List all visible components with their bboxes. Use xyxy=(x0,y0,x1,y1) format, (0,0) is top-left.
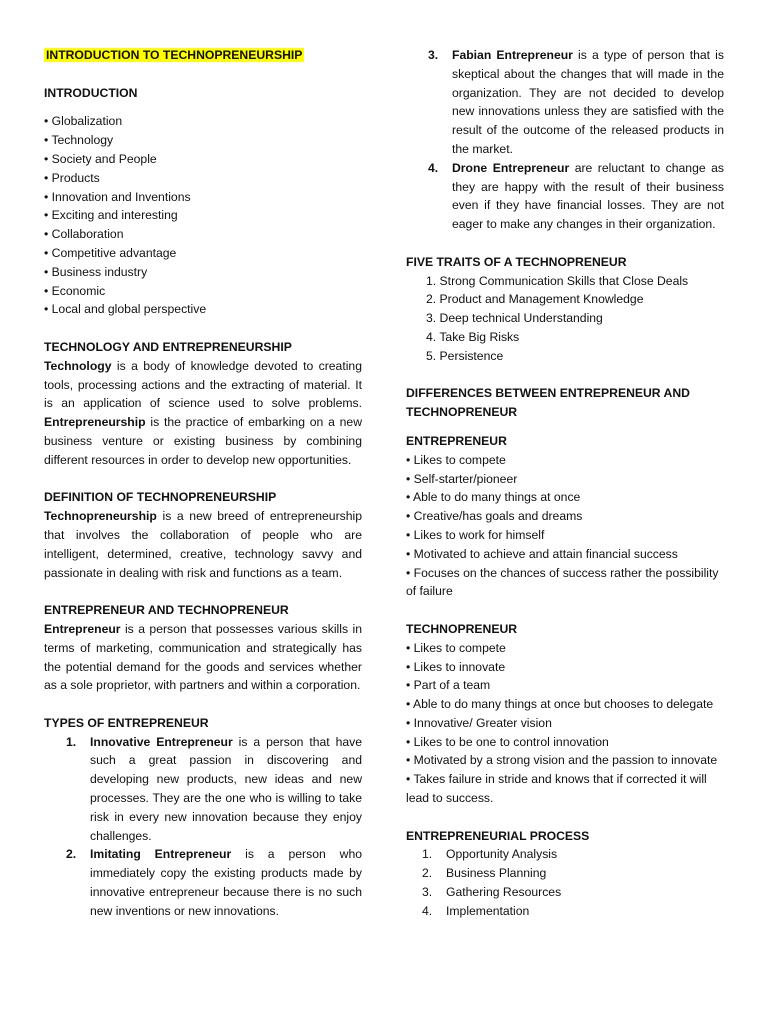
list-number: 1. xyxy=(66,734,77,749)
definition-heading: DEFINITION OF TECHNOPRENEURSHIP xyxy=(44,490,277,505)
list-item: 1. Strong Communication Skills that Close Deals xyxy=(426,273,689,288)
list-item: 4. Take Big Risks xyxy=(426,329,520,344)
differences-heading: DIFFERENCES BETWEEN ENTREPRENEUR AND TECHNOPRENEUR xyxy=(406,386,690,420)
highlighted-title: INTRODUCTION TO TECHNOPRENEURSHIP xyxy=(46,48,303,62)
definition-text: is a person that have such a great passion in discovering and developing new products, new ideas and new processes. They are the one who is willing to take risk in every new innovation because they enjoy challenges. xyxy=(90,734,363,843)
list-text: Business Planning xyxy=(446,866,547,881)
list-item: • Motivated to achieve and attain financial success xyxy=(406,545,724,564)
list-text: Gathering Resources xyxy=(446,885,562,900)
list-item: • Globalization xyxy=(44,112,362,131)
list-item: • Likes to innovate xyxy=(406,658,724,677)
definition-text: is a person who immediately copy the existing products made by innovative entrepreneur because there is no such new inventions or new innovations. xyxy=(90,847,363,918)
list-number: 1. xyxy=(422,847,433,862)
list-item xyxy=(44,845,362,920)
list-item: • Creative/has goals and dreams xyxy=(406,507,724,526)
entrepreneur-heading: ENTREPRENEUR xyxy=(406,433,507,448)
list-item: • Local and global perspective xyxy=(44,300,362,319)
definition-text: is a type of person that is skeptical about the changes that will made in the organization. They are not decided to develop new innovations unless they are satisfied with the result of the outcome of the released products in the market. xyxy=(452,48,724,156)
introduction-heading: INTRODUCTION xyxy=(44,85,138,100)
list-number: 4. xyxy=(422,903,433,918)
list-item: • Innovation and Inventions xyxy=(44,188,362,207)
types-heading: TYPES OF ENTREPRENEUR xyxy=(44,715,209,730)
term: Fabian Entrepreneur xyxy=(452,48,573,62)
list-item: • Business industry xyxy=(44,263,362,282)
technology-definition xyxy=(44,357,362,470)
document-title xyxy=(44,46,362,65)
list-item: • Exciting and interesting xyxy=(44,206,362,225)
list-item: • Takes failure in stride and knows that if corrected it will lead to success. xyxy=(406,770,724,808)
list-item: • Collaboration xyxy=(44,225,362,244)
list-item: • Technology xyxy=(44,131,362,150)
list-item: • Innovative/ Greater vision xyxy=(406,714,724,733)
list-item xyxy=(406,902,724,921)
list-item xyxy=(406,883,724,902)
process-heading: ENTREPRENEURIAL PROCESS xyxy=(406,828,590,843)
technopreneurship-definition xyxy=(44,507,362,582)
term: Imitating Entrepreneur xyxy=(90,847,232,862)
list-item: • Society and People xyxy=(44,150,362,169)
list-item xyxy=(406,46,724,159)
term: Drone Entrepreneur xyxy=(452,160,570,175)
introduction-list xyxy=(44,112,362,319)
list-item: • Motivated by a strong vision and the passion to innovate xyxy=(406,751,724,770)
entrepreneur-technopreneur-heading: ENTREPRENEUR AND TECHNOPRENEUR xyxy=(44,603,289,618)
list-item: • Competitive advantage xyxy=(44,244,362,263)
definition-text: is a new breed of entrepreneurship that involves the collaboration of people who are intelligent, determined, creative, technology savvy and passionate in dealing with risk and functions as a team. xyxy=(44,509,362,580)
list-item: • Likes to compete xyxy=(406,451,724,470)
list-number: 2. xyxy=(422,866,433,881)
traits-heading: FIVE TRAITS OF A TECHNOPRENEUR xyxy=(406,254,627,269)
list-item: • Focuses on the chances of success rather the possibility of failure xyxy=(406,564,724,602)
definition-text: is the practice of embarking on a new business venture or existing business by combining different resources in order to develop new opportunities. xyxy=(44,415,362,467)
list-number: 4. xyxy=(428,160,439,175)
list-item xyxy=(406,845,724,864)
list-item: • Part of a team xyxy=(406,676,724,695)
term: Technology xyxy=(44,358,112,373)
term: Innovative Entrepreneur xyxy=(90,734,233,749)
term: Entrepreneur xyxy=(44,621,121,636)
tech-entrepreneurship-heading: TECHNOLOGY AND ENTREPRENEURSHIP xyxy=(44,339,292,354)
list-item: • Able to do many things at once xyxy=(406,488,724,507)
list-number: 2. xyxy=(66,847,77,862)
definition-text: is a person that possesses various skills in terms of marketing, communication and strategically has the potential demand for the goods and services whether as a sole proprietor, with partners and within a corporation. xyxy=(44,621,362,693)
list-text: Opportunity Analysis xyxy=(446,847,558,862)
process-list xyxy=(406,845,724,920)
list-item: • Likes to compete xyxy=(406,639,724,658)
list-item: 3. Deep technical Understanding xyxy=(426,311,603,326)
list-item xyxy=(44,733,362,846)
list-item xyxy=(406,864,724,883)
list-item: • Self-starter/pioneer xyxy=(406,470,724,489)
list-item: 2. Product and Management Knowledge xyxy=(426,292,644,307)
list-text: Implementation xyxy=(446,903,530,918)
types-list-continued xyxy=(406,46,724,234)
right-column xyxy=(406,46,724,921)
term: Entrepreneurship xyxy=(44,415,146,430)
term: Technopreneurship xyxy=(44,509,157,524)
types-list xyxy=(44,733,362,921)
traits-list xyxy=(406,272,724,366)
list-item: • Likes to be one to control innovation xyxy=(406,733,724,752)
list-item: • Likes to work for himself xyxy=(406,526,724,545)
list-item: • Economic xyxy=(44,282,362,301)
list-number: 3. xyxy=(422,885,433,900)
list-item: 5. Persistence xyxy=(426,348,504,363)
entrepreneur-definition xyxy=(44,620,362,695)
list-item xyxy=(406,159,724,234)
technopreneur-list xyxy=(406,639,724,808)
left-column xyxy=(44,46,362,921)
list-number: 3. xyxy=(428,48,439,62)
definition-text: is a body of knowledge devoted to creating tools, processing actions and the extracting of material. It is an application of science used to solve problems. xyxy=(44,358,362,411)
list-item: • Able to do many things at once but chooses to delegate xyxy=(406,695,724,714)
definition-text: are reluctant to change as they are happy with the result of their business even if they have financial losses. They are not eager to make any changes in their organization. xyxy=(452,160,724,232)
technopreneur-heading: TECHNOPRENEUR xyxy=(406,621,518,636)
list-item: • Products xyxy=(44,169,362,188)
entrepreneur-list xyxy=(406,451,724,601)
